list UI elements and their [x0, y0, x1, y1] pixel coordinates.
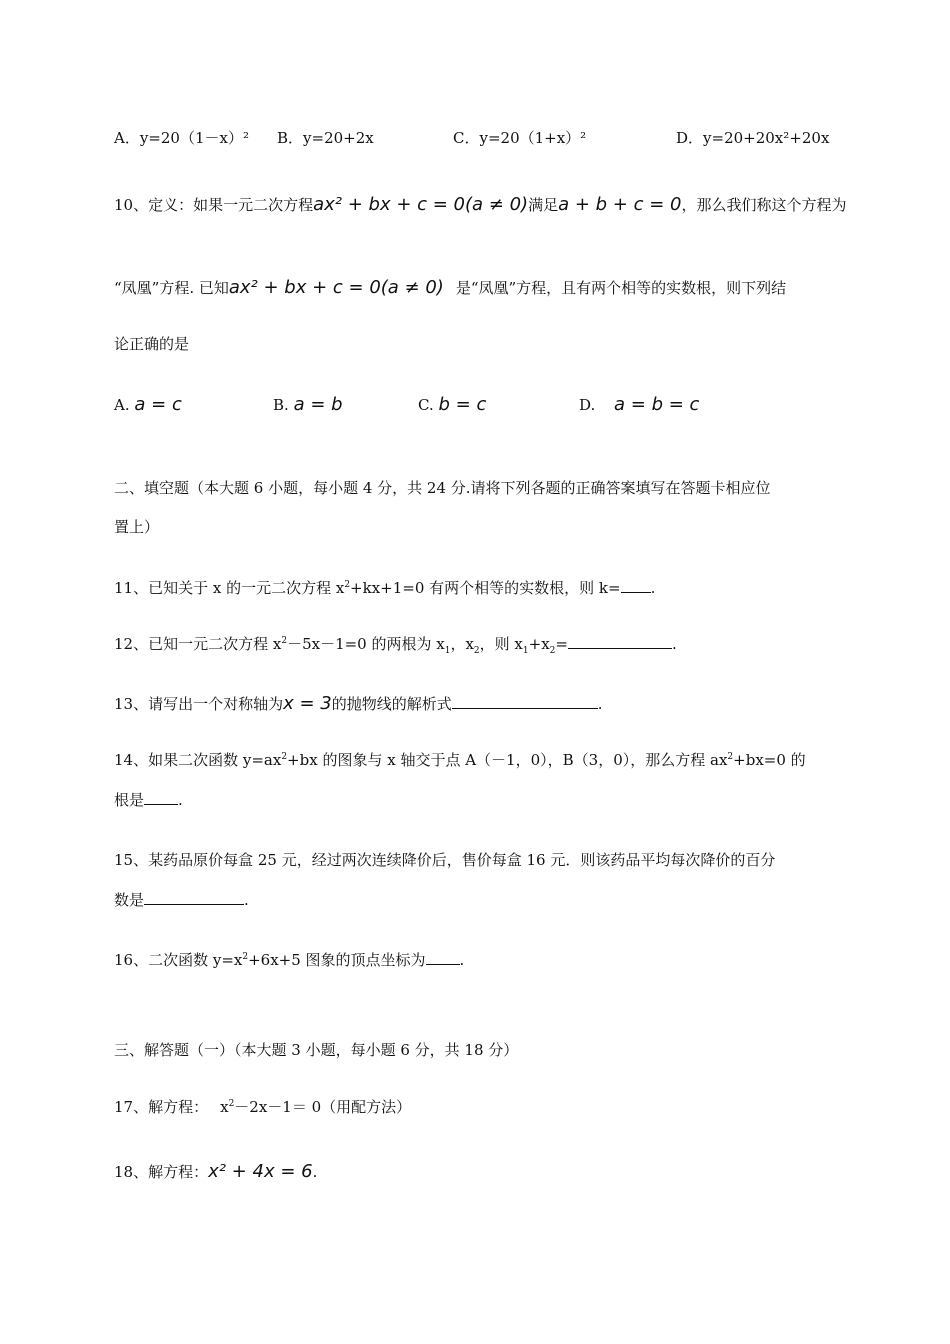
- q9-option-c: C．y=20（1+x）²: [453, 129, 587, 147]
- q15-answer-blank[interactable]: [144, 890, 244, 905]
- q10-mid: 满足: [528, 196, 559, 214]
- q10-option-d-label: D.: [579, 396, 596, 414]
- q9-option-a: A．y=20（1－x）²: [114, 129, 249, 147]
- q10-option-c-label: C.: [418, 396, 434, 414]
- q10-option-d-math: a = b = c: [614, 394, 700, 415]
- q10-condition: a + b + c = 0: [558, 194, 682, 215]
- q10-option-a: [114, 395, 182, 415]
- q15-line-2: 数是 .: [114, 891, 249, 909]
- q14-answer-blank[interactable]: [144, 790, 178, 805]
- q18-math: x² + 4x = 6: [208, 1161, 313, 1182]
- q14-line-1: 14、如果二次函数 $y=ax^2+bx$ 的图象与 x 轴交于点 A（－1，0），B（3，0），那么方程 $ax^2+bx=0$ 的: [114, 751, 806, 769]
- q16-answer-blank[interactable]: [426, 950, 460, 965]
- q10-option-d: [579, 395, 699, 415]
- q10-equation: ax² + bx + c = 0(a ≠ 0): [313, 194, 529, 215]
- q10-prefix: 10、定义：如果一元二次方程: [114, 196, 314, 214]
- q10-option-a-label: A.: [114, 396, 130, 414]
- q15-line-1: 15、某药品原价每盒 25 元，经过两次连续降价后，售价每盒 16 元．则该药品平均每次降价的百分: [114, 851, 776, 869]
- q13: 13、请写出一个对称轴为x = 3的抛物线的解析式 .: [114, 693, 603, 714]
- q10-option-b-label: B.: [273, 396, 289, 414]
- q12: 12、已知一元二次方程 $x^2-5x-1=0$ 的两根为 $x_1$，$x_2$，则 $x_1+x_2=$ .: [114, 635, 677, 656]
- q10-suffix: ，那么我们称这个方程为: [681, 196, 847, 214]
- q11-answer-blank[interactable]: [621, 578, 651, 593]
- q13-math: x = 3: [283, 693, 332, 714]
- q10-line2-suffix: 是“凤凰”方程，且有两个相等的实数根，则下列结: [455, 279, 787, 297]
- q9-option-b: B．y=20+2x: [277, 129, 374, 147]
- q10-option-a-math: a = c: [134, 394, 182, 415]
- q13-answer-blank[interactable]: [452, 694, 598, 709]
- section2-heading: 二、填空题（本大题 6 小题，每小题 4 分，共 24 分.请将下列各题的正确答案填写在答题卡相应位: [114, 479, 771, 497]
- q11: 11、已知关于 x 的一元二次方程 $x^2+kx+1=0$ 有两个相等的实数根，则 k= .: [114, 579, 656, 597]
- q12-answer-blank[interactable]: [568, 634, 672, 649]
- q10-option-c: [418, 395, 486, 415]
- q10-line-2: [114, 278, 786, 298]
- q10-option-b: [273, 395, 343, 415]
- q9-option-d: D．y=20+20x²+20x: [676, 129, 830, 147]
- q10-option-b-math: a = b: [293, 394, 343, 415]
- q14-line-2: 根是 .: [114, 791, 183, 809]
- q18: 18、解方程：x² + 4x = 6.: [114, 1161, 318, 1182]
- section2-heading-cont: 置上）: [114, 518, 160, 536]
- q10-line-1: [114, 195, 846, 215]
- q10-option-c-math: b = c: [438, 394, 487, 415]
- q16: 16、二次函数 $y=x^2+6x+5$ 图象的顶点坐标为 .: [114, 951, 465, 969]
- q10-equation-2: ax² + bx + c = 0(a ≠ 0): [228, 277, 444, 298]
- q10-line-3: 论正确的是: [114, 335, 190, 353]
- section3-heading: 三、解答题（一）（本大题 3 小题，每小题 6 分，共 18 分）: [114, 1041, 519, 1059]
- q10-line2-prefix: “凤凰”方程. 已知: [114, 279, 229, 297]
- q17: 17、解方程： $x^2-2x-1= 0$（用配方法）: [114, 1098, 412, 1116]
